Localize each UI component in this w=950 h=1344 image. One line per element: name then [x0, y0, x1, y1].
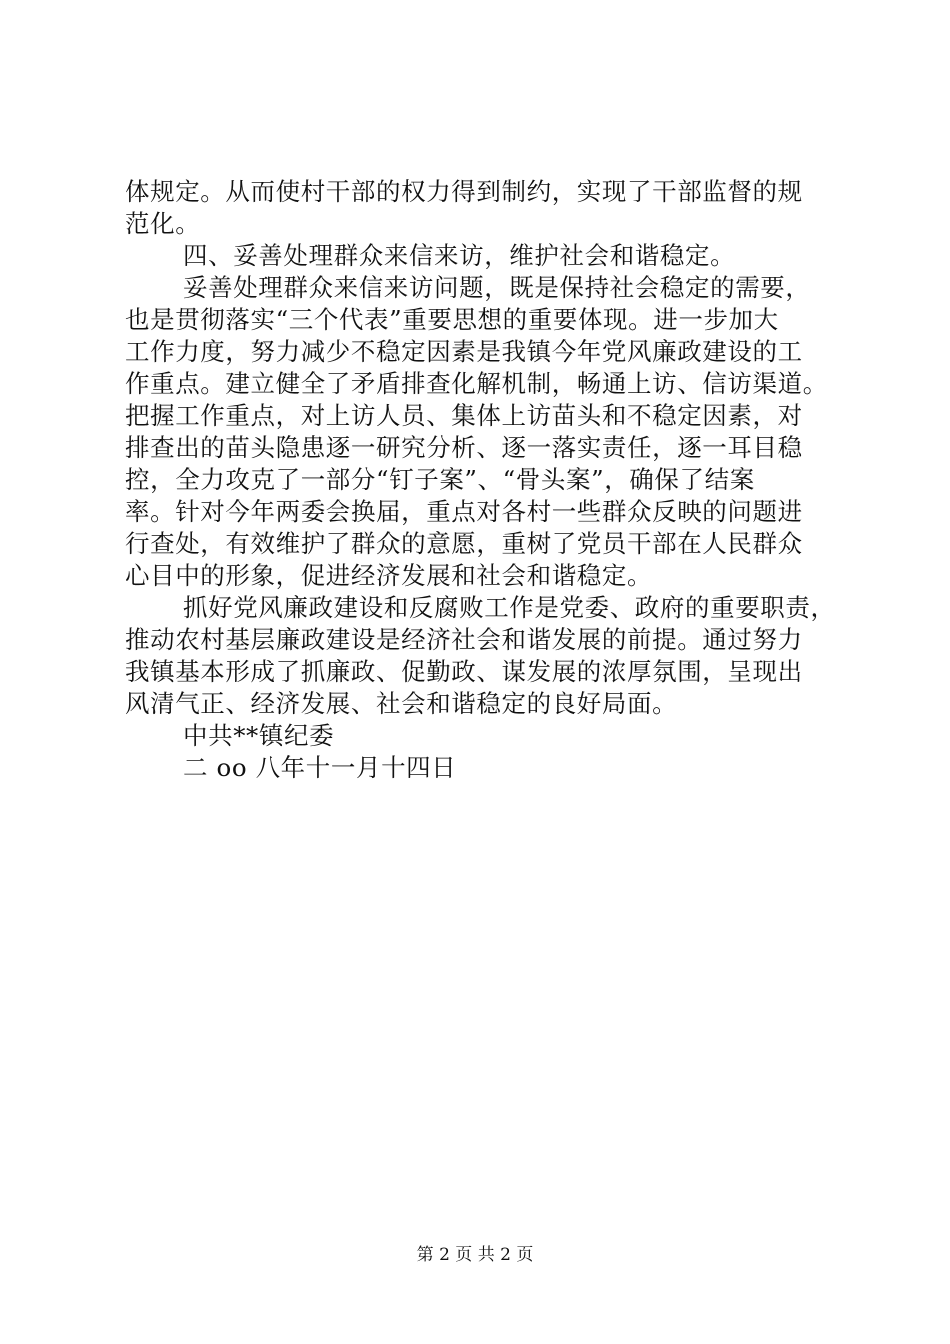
body-text-line: 体规定。从而使村干部的权力得到制约，实现了干部监督的规	[125, 177, 803, 206]
body-text-line: 心目中的形象，促进经济发展和社会和谐稳定。	[125, 561, 653, 590]
body-text-line: 也是贯彻落实“三个代表”重要思想的重要体现。进一步加大	[125, 305, 779, 334]
body-text-line: 范化。	[125, 209, 201, 238]
page-number-footer: 第 2 页 共 2 页	[416, 1245, 534, 1265]
signature-date: 二 oo 八年十一月十四日	[183, 753, 457, 782]
body-text-line: 推动农村基层廉政建设是经济社会和谐发展的前提。通过努力	[125, 625, 803, 654]
section-heading: 四、妥善处理群众来信来访，维护社会和谐稳定。	[183, 241, 736, 270]
body-text-line: 作重点。建立健全了矛盾排查化解机制，畅通上访、信访渠道。	[125, 369, 828, 398]
body-text-line: 把握工作重点，对上访人员、集体上访苗头和不稳定因素，对	[125, 401, 803, 430]
body-text-line: 率。针对今年两委会换届，重点对各村一些群众反映的问题进	[125, 497, 803, 526]
body-text-line: 排查出的苗头隐患逐一研究分析、逐一落实责任，逐一耳目稳	[125, 433, 803, 462]
body-text-line: 抓好党风廉政建设和反腐败工作是党委、政府的重要职责，	[183, 593, 836, 622]
body-text-line: 行查处，有效维护了群众的意愿，重树了党员干部在人民群众	[125, 529, 803, 558]
signature-organization: 中共**镇纪委	[183, 721, 335, 750]
body-text-line: 我镇基本形成了抓廉政、促勤政、谋发展的浓厚氛围，呈现出	[125, 657, 803, 686]
body-text-line: 控，全力攻克了一部分“钉子案”、“骨头案”，确保了结案	[125, 465, 755, 494]
body-text-line: 妥善处理群众来信来访问题，既是保持社会稳定的需要，	[183, 273, 811, 302]
body-text-line: 风清气正、经济发展、社会和谐稳定的良好局面。	[125, 689, 678, 718]
body-text-line: 工作力度，努力减少不稳定因素是我镇今年党风廉政建设的工	[125, 337, 803, 366]
